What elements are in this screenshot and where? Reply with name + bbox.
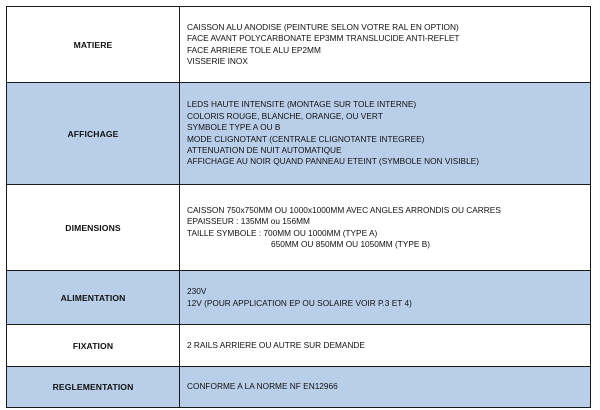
value-line: FACE AVANT POLYCARBONATE EP3MM TRANSLUCIDE ANTI-REFLET [187,33,460,44]
specifications-table [6,6,591,408]
value-line: VISSERIE INOX [187,55,248,66]
row-label-fixation: FIXATION [7,325,180,367]
row-value-matiere [180,7,591,83]
value-line: 650MM OU 850MM OU 1050MM (TYPE B) [271,238,431,249]
row-label-matiere: MATIERE [7,7,180,83]
value-line: AFFICHAGE AU NOIR QUAND PANNEAU ETEINT (SYMBOLE NON VISIBLE) [187,156,479,167]
value-line: 230V [187,286,207,297]
row-value-dimensions [180,185,591,271]
table-row-dimensions [7,185,591,271]
value-line: EPAISSEUR : 135MM ou 156MM [187,216,310,227]
value-line: 2 RAILS ARRIERE OU AUTRE SUR DEMANDE [187,339,365,350]
value-line: TAILLE SYMBOLE : 700MM OU 1000MM (TYPE A) [187,227,378,238]
table-row-matiere [7,7,591,83]
value-line: FACE ARRIERE TOLE ALU EP2MM [187,44,321,55]
table-row-reglementation [7,367,591,408]
value-line: CONFORME A LA NORME NF EN12966 [187,381,338,392]
row-label-reglementation: REGLEMENTATION [7,367,180,408]
row-value-fixation [180,325,591,367]
value-line: CAISSON ALU ANODISE (PEINTURE SELON VOTRE RAL EN OPTION) [187,21,459,32]
row-value-alimentation [180,271,591,325]
table-row-alimentation [7,271,591,325]
value-line: LEDS HAUTE INTENSITE (MONTAGE SUR TOLE INTERNE) [187,99,417,110]
row-label-affichage: AFFICHAGE [7,83,180,185]
value-line: MODE CLIGNOTANT (CENTRALE CLIGNOTANTE INTEGREE) [187,133,425,144]
row-value-reglementation [180,367,591,408]
row-label-alimentation: ALIMENTATION [7,271,180,325]
value-line: 12V (POUR APPLICATION EP OU SOLAIRE VOIR P.3 ET 4) [187,297,412,308]
table-row-affichage [7,83,591,185]
row-value-affichage [180,83,591,185]
value-line: ATTENUATION DE NUIT AUTOMATIQUE [187,144,342,155]
table-row-fixation [7,325,591,367]
value-line: COLORIS ROUGE, BLANCHE, ORANGE, OU VERT [187,110,383,121]
value-line: CAISSON 750x750MM OU 1000x1000MM AVEC ANGLES ARRONDIS OU CARRES [187,204,501,215]
value-line: SYMBOLE TYPE A OU B [187,122,281,133]
row-label-dimensions: DIMENSIONS [7,185,180,271]
